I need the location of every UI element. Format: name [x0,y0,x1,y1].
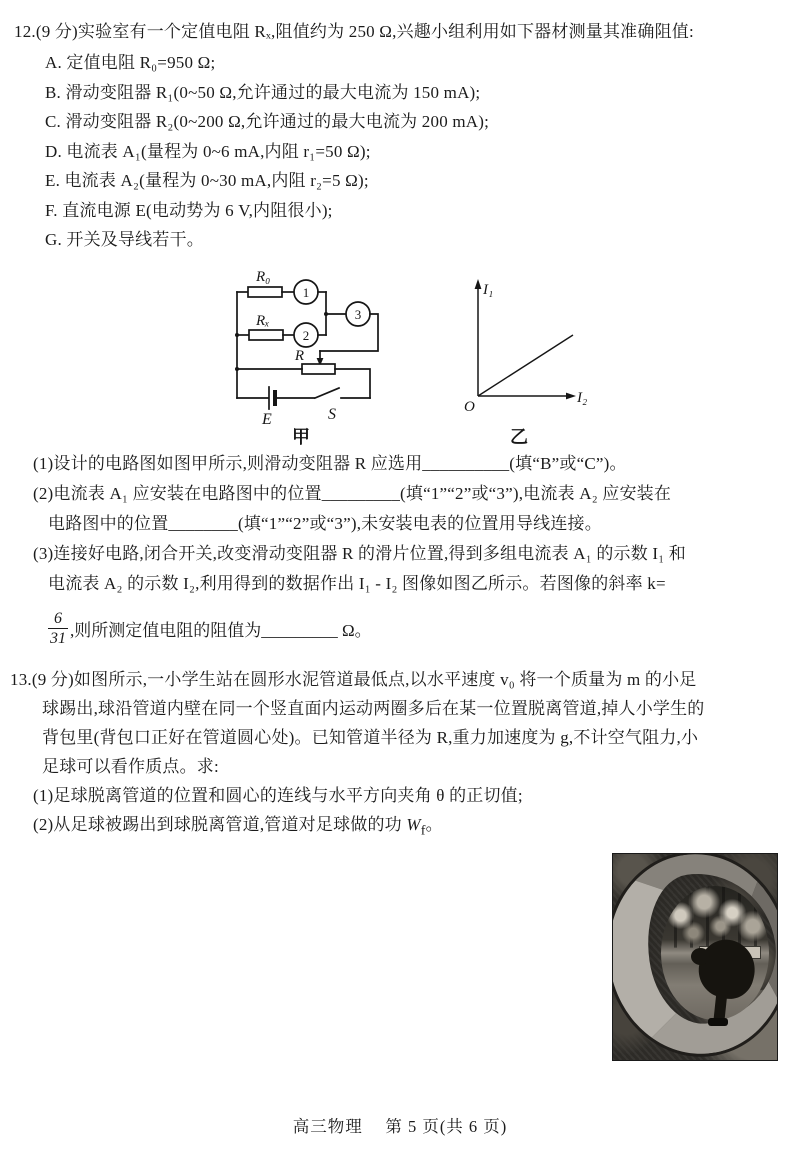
q12-sub1: (1)设计的电路图如图甲所示,则滑动变阻器 R 应选用__________(填“B”或“C”)。 [33,453,627,473]
kid-silhouette-head [691,948,710,965]
q12-sub3 [33,539,794,599]
caption-jia: 甲 [292,426,310,447]
caption-yi: 乙 [510,426,528,447]
q13-line1: 13.(9 分)如图所示,一小学生站在圆形水泥管道最低点,以水平速度 v₀ 将一个质量为 m 的小足 [10,669,697,689]
circuit-diagram [228,261,403,449]
q12-header: 12.(9 分)实验室有一个定值电阻 Rₓ,阻值约为 250 Ω,兴趣小组利用如下器材测量其准确阻值: [14,22,694,41]
label-R0: R₀ [256,268,271,285]
q13-block [0,665,800,845]
pipe-photo [613,854,777,1060]
label-S: S [328,405,336,423]
label-Rx: Rₓ [256,312,270,329]
q13-sub2-Wsub: f [420,821,426,838]
q12-item-d: D. 电流表 A₁(量程为 0~6 mA,内阻 r₁=50 Ω); [45,141,371,161]
fraction-denominator: 31 [50,630,66,647]
q12-figures [0,261,800,449]
label-meter2: 2 [302,327,310,343]
y-arrowhead [475,279,482,289]
label-meter3: 3 [354,306,362,322]
q12-item-f: F. 直流电源 E(电动势为 6 V,内阻很小); [45,200,333,220]
q13-sub2 [33,810,800,845]
current-graph [455,261,595,449]
q12-item-a: A. 定值电阻 R₀=950 Ω; [45,53,216,72]
q13-sub2-W: W [406,814,421,834]
kid-silhouette-foot [708,1018,728,1026]
q12-item-b: B. 滑动变阻器 R₁(0~50 Ω,允许通过的最大电流为 150 mA); [45,82,481,102]
page-footer: 高三物理 第 5 页(共 6 页) [292,1117,508,1136]
fraction-6-31 [48,609,68,648]
label-E: E [262,410,272,428]
q12-item-g: G. 开关及导线若干。 [45,230,204,249]
label-I1: I₁ [483,281,494,298]
q12-item-e: E. 电流表 A₂(量程为 0~30 mA,内阻 r₂=5 Ω); [45,171,369,190]
x-arrowhead [566,392,576,399]
label-I2: I₂ [577,389,588,406]
q12-item-c: C. 滑动变阻器 R₂(0~200 Ω,允许通过的最大电流为 200 mA); [45,112,490,131]
fraction-numerator: 6 [54,610,62,627]
q12-sub2-line2: 电路图中的位置________(填“1”“2”或“3”),未安装电表的位置用导线连接。 [48,513,602,533]
q12-sub3-line1: (3)连接好电路,闭合开关,改变滑动变阻器 R 的滑片位置,得到多组电流表 A₁ 的示数 I₁ 和 [33,543,687,563]
q12-sub2-line1: (2)电流表 A₁ 应安装在电路图中的位置_________(填“1”“2”或“3”),电流表 A₂ 应安装在 [33,483,672,503]
q12-equipment-list [45,48,792,255]
q12-sub3-tail: ,则所测定值电阻的阻值为_________ Ω。 [70,621,372,640]
label-R: R [294,347,304,364]
q13-sub2-text: (2)从足球被踢出到球脱离管道,管道对足球做的功 [33,814,407,834]
q12-sub3-line3 [48,603,794,655]
q13-line4: 足球可以看作质点。求: [42,756,219,776]
q12-sub2 [33,479,794,539]
label-origin: O [464,398,475,415]
q13-line2: 球踢出,球沿管道内壁在同一个竖直面内运动两圈多后在某一位置脱离管道,掉人小学生的 [42,698,705,718]
q13-line3: 背包里(背包口正好在管道圆心处)。已知管道半径为 R,重力加速度为 g,不计空气阻力,小 [42,727,699,747]
label-meter1: 1 [302,284,310,300]
q12-sub3-line2: 电流表 A₂ 的示数 I₂,利用得到的数据作出 I₁ - I₂ 图像如图乙所示。若图像的斜率 k= [48,573,666,593]
q13-sub1: (1)足球脱离管道的位置和圆心的连线与水平方向夹角 θ 的正切值; [33,785,523,805]
q13-sub2-period: 。 [425,814,443,834]
